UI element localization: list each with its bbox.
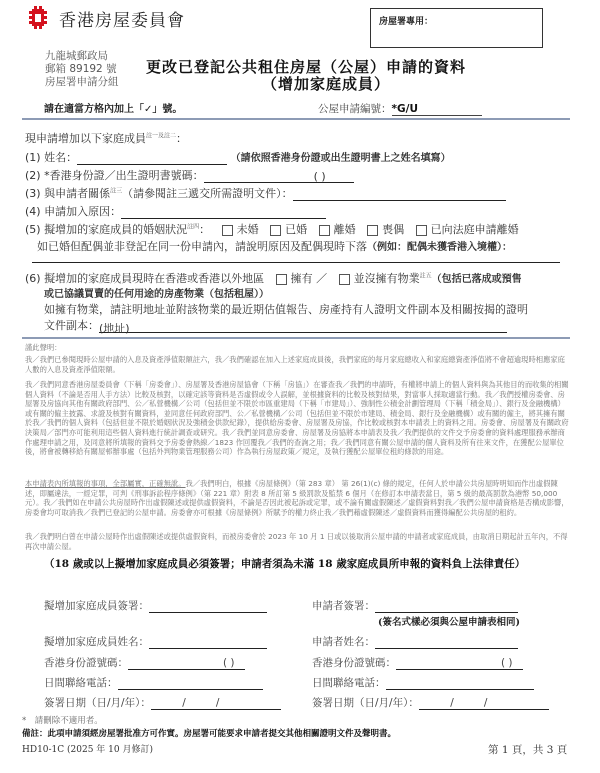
note-ref: 註三 [110, 187, 123, 195]
truth-statement: 本申請表內所填報的事項，全部屬實，正確無訛。 [25, 479, 186, 488]
id-check-digit-field[interactable]: ( ) [314, 170, 354, 183]
address-line: 郵箱 89192 號 [45, 63, 117, 75]
checkbox-own-property[interactable] [276, 274, 287, 285]
form-code: HD10-1C (2025 年 10 月修訂) [22, 745, 153, 755]
checkbox-widowed[interactable] [367, 225, 378, 236]
checkbox-single[interactable] [222, 225, 233, 236]
org-name: 香港房屋委員會 [59, 10, 185, 31]
address-line: 房屋署申請分組 [45, 76, 119, 88]
property-address-row [44, 317, 507, 333]
applicant-name-field[interactable] [375, 636, 518, 649]
reason-field[interactable] [121, 206, 326, 219]
option-widowed: 喪偶 [382, 223, 405, 236]
item-relation [25, 185, 506, 201]
applicant-name-row [312, 634, 518, 649]
id-label: (2) *香港身份證／出生證明書號碼： [25, 169, 204, 182]
property-hint-line2: 或已協議買賣的任何用途的房產物業（包括租屋）） [44, 289, 269, 300]
member-signature-field[interactable] [149, 600, 267, 613]
mailing-address [45, 50, 119, 89]
member-hkid-field[interactable] [128, 657, 223, 670]
member-phone-row [44, 675, 263, 690]
member-date-field[interactable] [151, 697, 281, 710]
member-signature-label: 擬增加家庭成員簽署： [44, 600, 149, 612]
item-reason [25, 203, 326, 219]
item-id [25, 167, 354, 183]
member-phone-field[interactable] [118, 677, 263, 690]
marital-followup-text: 如已婚但配偶並非登記在同一份申請內，請說明原因及配偶現時下落 [37, 240, 367, 253]
applicant-phone-row [312, 675, 534, 690]
option-married: 已婚 [285, 223, 308, 236]
member-hkid-label: 香港身份證號碼： [44, 657, 128, 669]
office-use-box [370, 8, 543, 48]
intro-text: 現申請增加以下家庭成員$^{註一及註二}$： [25, 132, 188, 145]
marital-example: （例如：配偶未獲香港入境權）： [367, 242, 512, 253]
member-name-row [44, 634, 267, 649]
applicant-name-label: 申請者姓名： [312, 636, 375, 648]
marital-followup [37, 238, 512, 254]
applicant-hkid-label: 香港身份證號碼： [312, 657, 396, 669]
tick-instruction: 請在適當方格內加上「✓」號。 [44, 104, 183, 115]
legal-warning: 我／我們明白，根據《房屋條例》（第 283 章） 第 26(1)(c) 條的規定，任何人於申請公共房屋時明知而作出虛假陳述，即屬違法，一經定罪，可判《刑事訴訟程序條例》（第 221 章）附表 8 所訂第 5 級罰款及監禁 6 個月（在修訂本申請表當日，第 5 級的最高罰款為港幣 50,000 元）。我／我們如在申請公共房屋時作出虛假陳述或提供虛假資料，不論是否因此被起訴或定罪，或不論有關虛假陳述／虛假資料對我／我們公屋申請資格是否構成影響，房委會均可取消我／我們已登記的公屋申請。房委會亦可根據《房屋條例》所賦予的權力終止我／我們藉虛假陳述／虛假資料而獲得編配公共房屋的租約。 [25, 479, 569, 517]
option-divorced: 離婚 [333, 223, 356, 236]
applicant-hkid-field[interactable] [396, 657, 501, 670]
application-number-field[interactable]: *G/U [392, 103, 482, 116]
property-hint: （包括已落成或預售 [431, 274, 522, 285]
id-field[interactable] [204, 170, 314, 183]
note-ref: 註一及註二 [146, 132, 177, 140]
divider [22, 118, 570, 120]
member-hkid-check-field[interactable]: ( ) [223, 657, 245, 670]
member-name-label: 擬增加家庭成員姓名： [44, 636, 149, 648]
divider [22, 337, 570, 339]
applicant-hkid-check-field[interactable]: ( ) [501, 657, 523, 670]
name-label: (1) 姓名： [25, 151, 78, 164]
member-signature-row [44, 598, 267, 613]
relation-label: (3) 與申請者關係 [25, 187, 111, 200]
applicant-phone-label: 日間聯絡電話： [312, 677, 386, 689]
item-property [25, 270, 522, 286]
checkbox-married[interactable] [270, 225, 281, 236]
relation-hint: （請參閱註三遞交所需證明文件）： [122, 187, 293, 200]
property-address-field[interactable] [99, 320, 507, 333]
note-ref: 註五 [419, 272, 432, 280]
member-phone-label: 日間聯絡電話： [44, 677, 118, 689]
remark: 備註：此項申請須經房屋署批准方可作實。房屋署可能要求申請者提交其他相關證明文件及聲明書。 [22, 729, 397, 739]
address-label: 文件副本： [44, 319, 99, 332]
applicant-date-field[interactable] [419, 697, 549, 710]
declaration-heading: 謹此聲明： [25, 343, 62, 352]
signature-note: (簽名式樣必須與公屋申請表相同) [378, 617, 520, 628]
marital-label: (5) 擬增加的家庭成員的婚姻狀況 [25, 223, 188, 236]
applicant-signature-label: 申請者簽署： [312, 600, 375, 612]
option-own: 擁有 [290, 272, 313, 285]
note-ref: 註四 [187, 223, 200, 231]
applicant-signature-field[interactable] [375, 600, 518, 613]
address-line: 九龍城郵政局 [45, 50, 108, 62]
option-single: 未婚 [236, 223, 259, 236]
delete-note: * 請刪除不適用者。 [22, 716, 103, 726]
applicant-signature-row [312, 598, 518, 613]
member-hkid-row [44, 655, 245, 670]
name-field[interactable] [77, 152, 227, 165]
applicant-hkid-row [312, 655, 523, 670]
property-followup: 如擁有物業，請註明地址並附該物業的最近期估值報告、房產持有人證明文件副本及相關按揭的證明 [44, 303, 528, 316]
declaration-para-3 [25, 479, 570, 517]
checkbox-no-property[interactable] [339, 274, 350, 285]
date-separator: / [450, 697, 484, 709]
signing-requirement: （18 歲或以上擬增加家庭成員必須簽署；申請者須為未滿 18 歲家庭成員所申報的資料負上法律責任） [44, 558, 526, 570]
name-hint: （請依照香港身份證或出生證明書上之姓名填寫） [230, 153, 451, 164]
date-separator: / [182, 697, 216, 709]
relation-field[interactable] [293, 188, 506, 201]
declaration-para-1: 我／我們已參閱現時公屋申請的入息及資產淨值限額註六，我／我們確認在加入上述家庭成員後，我們家庭的每月家庭總收入和家庭總資產淨值將不會超逾現時相應家庭人數的入息及資產淨值限額。 [25, 355, 565, 374]
address-placeholder: (地址) [99, 322, 130, 335]
option-not-own: 並沒擁有物業 [353, 272, 420, 285]
applicant-date-row [312, 695, 549, 710]
property-label: (6) 擬增加的家庭成員現時在香港或香港以外地區 [25, 272, 265, 285]
date-separator: / [483, 697, 518, 709]
checkbox-divorce-filed[interactable] [416, 225, 427, 236]
option-divorce-filed: 已向法庭申請離婚 [430, 223, 519, 236]
declaration-para-2: 我／我們同意香港房屋委員會（下稱「房委會」）、房屋署及香港房屋協會（下稱「房協」）在審查我／我們的申請時，有權將申請上的個人資料與為其他目的而收集的相關個人資料（不論是否用人手方法）比較及核對，以確定該等資料是否虛假或令人誤解，並根據資料的比較及核對結果，對當事人採取適當行動。我／我們授權房委會、房屋署及房協向其他有關政府部門、公／私營機構／公司（包括但並不限於市區重建局（下稱「市建局」）、強制性公積金計劃管理局（下稱「積金局」）、銀行及金融機構）或有關的僱主披露、求證及核對有關資料，並同意任何政府部門、公／私營機構／公司（包括但並不限於市建局、積金局、銀行及金融機構）或有關的僱主，將其擁有關於我／我們的個人資料（包括但並不限於婚姻狀況及強積金供款紀錄），提供給房委會、房屋署及房協，作比較或核對本申請表上的資料之用。房委會、房屋署及有關政府決策局／部門亦可能利用這些個人資料進行統計調查或研究。我／我們並同意房委會、房屋署及房協將本申請表及我／我們提供的文件交予房委會的資料處理服務承辦商作處理申請之用，及同意將所填報的資料交予房委會熱線／1823 作回覆我／我們的查詢之用；我／我們同意有關公屋申請的個人資料及所有往來文件，在獲配公屋單位後，將會被轉移給有關屋邨辦事處（包括外判物業管理服務公司）作為執行房屋政策／規定，及執行獲配公屋單位租約條款的用途。 [25, 380, 569, 457]
hkha-emblem-icon [25, 5, 51, 31]
separator: ／ [316, 272, 328, 285]
page-info: 第 1 頁，共 3 頁 [488, 744, 568, 756]
member-name-field[interactable] [149, 636, 267, 649]
item-marital-status: (5) 擬增加的家庭成員的婚姻狀況$^{註四}$： 未婚 已婚 離婚 喪偶 已向法庭申請離婚 [25, 223, 519, 236]
applicant-phone-field[interactable] [386, 677, 534, 690]
declaration-para-4: 我／我們明白曾在申請公屋時作出虛假陳述或提供虛假資料，而被房委會於 2023 年 10 月 1 日或以後取消公屋申請的申請者或家庭成員，由取消日期起計五年內，不得再次申請公屋。 [25, 532, 568, 551]
item-name [25, 149, 451, 165]
spouse-whereabouts-field[interactable] [32, 262, 560, 263]
hkha-logo [25, 5, 185, 31]
application-number [318, 101, 482, 116]
checkbox-divorced[interactable] [319, 225, 330, 236]
form-subtitle: （增加家庭成員） [262, 75, 391, 93]
date-separator: / [215, 697, 250, 709]
reason-label: (4) 申請加入原因： [25, 205, 122, 218]
office-use-label: 房屋署專用： [379, 17, 434, 27]
intro-label: 現申請增加以下家庭成員 [25, 132, 146, 145]
applicant-date-label: 簽署日期（日/月/年）： [312, 697, 419, 709]
application-number-label: 公屋申請編號： [318, 103, 392, 115]
member-date-row [44, 695, 281, 710]
form-title: 更改已登記公共租住房屋（公屋）申請的資料 [146, 58, 467, 76]
member-date-label: 簽署日期（日/月/年）： [44, 697, 151, 709]
